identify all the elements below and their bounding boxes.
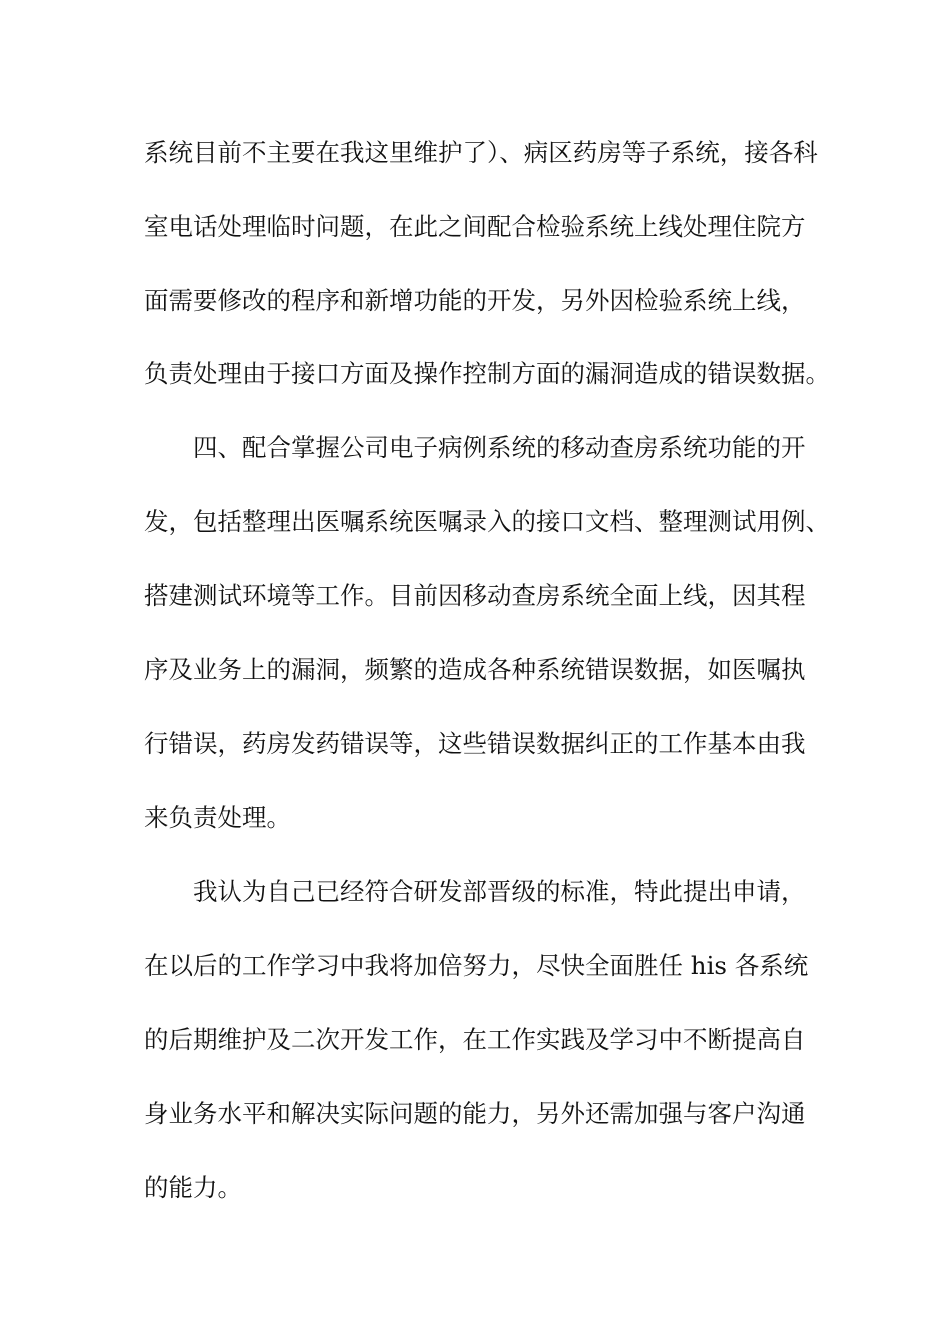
text-line: 身业务水平和解决实际问题的能力，另外还需加强与客户沟通: [144, 1099, 806, 1128]
text-line: 系统目前不主要在我这里维护了）、病区药房等子系统，接各科: [144, 138, 818, 167]
text-line: 室电话处理临时问题，在此之间配合检验系统上线处理住院方: [144, 212, 806, 241]
text-line: 来负责处理。: [144, 803, 291, 832]
text-line: 的能力。: [144, 1173, 242, 1202]
text-line: 序及业务上的漏洞，频繁的造成各种系统错误数据，如医嘱执: [144, 655, 806, 684]
text-line: 搭建测试环境等工作。目前因移动查房系统全面上线，因其程: [144, 581, 806, 610]
paragraph-start-line: 四、配合掌握公司电子病例系统的移动查房系统功能的开: [193, 433, 806, 462]
paragraph-start-line: 我认为自己已经符合研发部晋级的标准，特此提出申请，: [193, 877, 806, 906]
text-line: 负责处理由于接口方面及操作控制方面的漏洞造成的错误数据。: [144, 359, 830, 388]
text-line: 的后期维护及二次开发工作，在工作实践及学习中不断提高自: [144, 1025, 806, 1054]
text-line: 在以后的工作学习中我将加倍努力，尽快全面胜任 his 各系统: [144, 951, 809, 980]
text-line: 发，包括整理出医嘱系统医嘱录入的接口文档、整理测试用例、: [144, 507, 830, 536]
text-line: 行错误，药房发药错误等，这些错误数据纠正的工作基本由我: [144, 729, 806, 758]
text-line: 面需要修改的程序和新增功能的开发，另外因检验系统上线，: [144, 286, 806, 315]
